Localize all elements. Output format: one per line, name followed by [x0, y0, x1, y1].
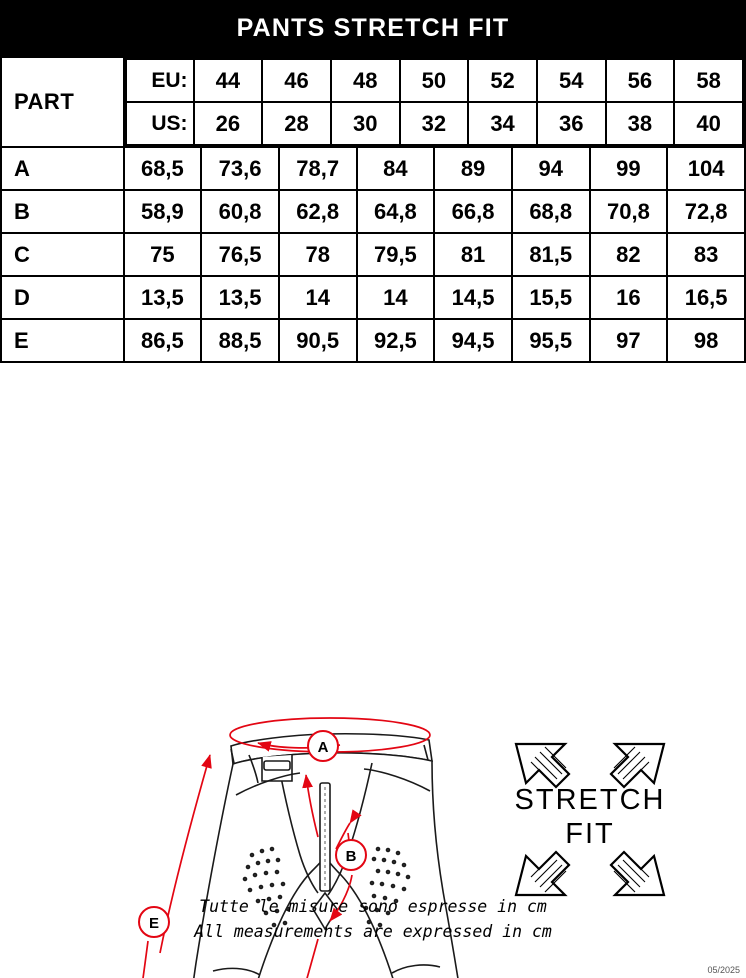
- cell-c-2: 78: [279, 233, 357, 276]
- cell-b-1: 60,8: [201, 190, 279, 233]
- us-size-3: 32: [400, 102, 469, 145]
- size-header-group: [124, 57, 745, 147]
- cell-c-7: 83: [667, 233, 745, 276]
- eu-size-1: 46: [262, 59, 331, 102]
- cell-c-0: 75: [124, 233, 202, 276]
- footer-note: [0, 894, 746, 944]
- cell-c-5: 81,5: [512, 233, 590, 276]
- cell-d-1: 13,5: [201, 276, 279, 319]
- table-row: [1, 233, 745, 276]
- eu-size-0: 44: [194, 59, 263, 102]
- cell-e-7: 98: [667, 319, 745, 362]
- table-row: [1, 319, 745, 362]
- eu-size-7: 58: [674, 59, 743, 102]
- cell-d-5: 15,5: [512, 276, 590, 319]
- cell-a-2: 78,7: [279, 147, 357, 190]
- cell-b-0: 58,9: [124, 190, 202, 233]
- eu-size-4: 52: [468, 59, 537, 102]
- page-title-bar: [0, 0, 746, 56]
- row-label-b: B: [1, 190, 124, 233]
- svg-text:B: B: [345, 848, 357, 865]
- footer-note-en: All measurements are expressed in cm: [194, 922, 552, 941]
- cell-d-2: 14: [279, 276, 357, 319]
- cell-e-1: 88,5: [201, 319, 279, 362]
- size-chart-table: [0, 56, 746, 363]
- cell-b-7: 72,8: [667, 190, 745, 233]
- svg-text:E: E: [148, 915, 160, 932]
- eu-size-2: 48: [331, 59, 400, 102]
- page-title: PANTS STRETCH FIT: [236, 13, 510, 42]
- us-size-row: [126, 102, 743, 145]
- eu-size-row: [126, 59, 743, 102]
- cell-a-6: 99: [590, 147, 668, 190]
- row-label-d: D: [1, 276, 124, 319]
- date-stamp: 05/2025: [707, 965, 740, 975]
- table-header-row: [1, 57, 745, 147]
- us-size-6: 38: [606, 102, 675, 145]
- cell-a-0: 68,5: [124, 147, 202, 190]
- us-size-2: 30: [331, 102, 400, 145]
- cell-b-4: 66,8: [434, 190, 512, 233]
- cell-a-7: 104: [667, 147, 745, 190]
- table-row: [1, 147, 745, 190]
- cell-a-1: 73,6: [201, 147, 279, 190]
- cell-e-4: 94,5: [434, 319, 512, 362]
- stretch-fit-line2: FIT: [565, 818, 615, 850]
- cell-d-3: 14: [357, 276, 435, 319]
- us-size-5: 36: [537, 102, 606, 145]
- cell-e-3: 92,5: [357, 319, 435, 362]
- cell-b-3: 64,8: [357, 190, 435, 233]
- cell-d-7: 16,5: [667, 276, 745, 319]
- table-row: [1, 276, 745, 319]
- cell-c-4: 81: [434, 233, 512, 276]
- cell-c-3: 79,5: [357, 233, 435, 276]
- table-row: [1, 190, 745, 233]
- stretch-fit-line1: STRETCH: [514, 784, 666, 816]
- row-label-e: E: [1, 319, 124, 362]
- cell-d-4: 14,5: [434, 276, 512, 319]
- us-size-7: 40: [674, 102, 743, 145]
- us-label: US:: [126, 102, 194, 145]
- cell-e-0: 86,5: [124, 319, 202, 362]
- eu-size-5: 54: [537, 59, 606, 102]
- column-header-part: PART: [1, 57, 124, 147]
- eu-size-3: 50: [400, 59, 469, 102]
- cell-a-5: 94: [512, 147, 590, 190]
- stretch-fit-text: [505, 783, 675, 851]
- cell-b-2: 62,8: [279, 190, 357, 233]
- cell-b-6: 70,8: [590, 190, 668, 233]
- cell-c-1: 76,5: [201, 233, 279, 276]
- svg-text:A: A: [317, 739, 329, 756]
- cell-a-3: 84: [357, 147, 435, 190]
- eu-label: EU:: [126, 59, 194, 102]
- us-size-4: 34: [468, 102, 537, 145]
- cell-e-6: 97: [590, 319, 668, 362]
- us-size-1: 28: [262, 102, 331, 145]
- eu-size-6: 56: [606, 59, 675, 102]
- footer-note-it: Tutte le misure sono espresse in cm: [199, 897, 547, 916]
- cell-a-4: 89: [434, 147, 512, 190]
- cell-d-6: 16: [590, 276, 668, 319]
- row-label-a: A: [1, 147, 124, 190]
- cell-e-2: 90,5: [279, 319, 357, 362]
- row-label-c: C: [1, 233, 124, 276]
- us-size-0: 26: [194, 102, 263, 145]
- cell-c-6: 82: [590, 233, 668, 276]
- cell-d-0: 13,5: [124, 276, 202, 319]
- cell-b-5: 68,8: [512, 190, 590, 233]
- measurement-diagram: [0, 363, 746, 978]
- cell-e-5: 95,5: [512, 319, 590, 362]
